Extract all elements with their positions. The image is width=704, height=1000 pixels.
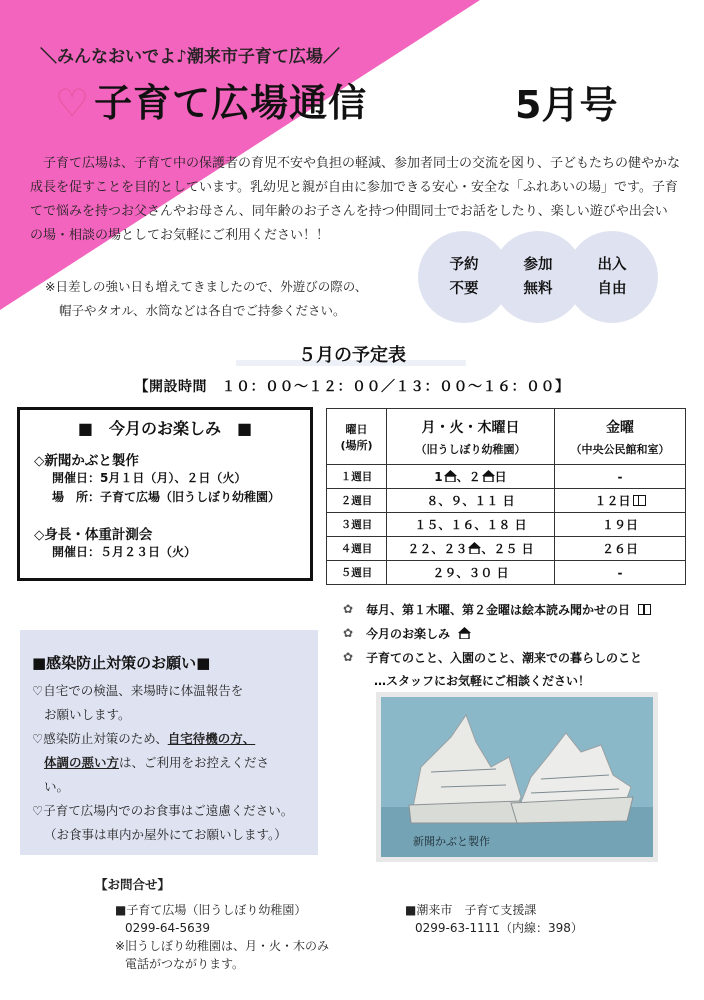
infection-panel-title: ■感染防止対策のお願い■ [32, 654, 211, 672]
monthly-events-box [17, 407, 313, 581]
intro-paragraph: 子育て広場は、子育て中の保護者の育児不安や負担の軽減、参加者同士の交流を図り、子どもたちの健やかな成長を促すことを目的としています。乳幼児と親が自由に参加できる安心・安全な「ふれあいの場」です。子育てで悩みを持つお父さんやお母さん、同年齢のお子さんを持つ仲間同士でお話をしたり、楽しい遊びや出会いの場・相談の場としてお気軽にご利用ください！！ [30, 156, 681, 243]
table-row [327, 513, 686, 537]
contact-note: 電話がつながります。 [125, 957, 245, 971]
header-subtitle: ＼みんなおいでよ♪潮来市子育て広場／ [40, 47, 340, 67]
contact-section [95, 875, 695, 971]
week-cell: ３週目 [327, 513, 387, 537]
schedule-table [326, 408, 686, 585]
legend-item: ✿ 今月のお楽しみ [340, 621, 690, 645]
badge-free-entry [566, 231, 658, 323]
table-row [327, 561, 686, 585]
page-title [55, 72, 367, 127]
event-name: ◇身長・体重計測会 [34, 527, 153, 543]
badge-line: 予約 [449, 257, 479, 273]
header-cell-friday: 金曜 （中央公民館和室） [555, 409, 686, 465]
contact-phone: 0299-63-1111（内線：398） [415, 921, 583, 935]
legend-item: ✿ 毎月、第１木曜、第２金曜は絵本読み聞かせの日 [340, 597, 690, 621]
table-row [327, 489, 686, 513]
mon-thu-cell: ８、９、１１ 日 [387, 489, 555, 513]
infection-prevention-panel [20, 630, 318, 855]
infection-line: ♡子育て広場内でのお食事はご遠慮ください。 [32, 803, 294, 818]
event-detail: 開催日：5月１日（月）、２日（火） [52, 471, 247, 485]
infection-line: ♡自宅での検温、来場時に体温報告を [32, 683, 244, 698]
flower-icon: ✿ [342, 602, 354, 616]
week-cell: ２週目 [327, 489, 387, 513]
legend-item-continued: …スタッフにお気軽にご相談ください！ [374, 673, 591, 688]
infection-line: い。 [44, 779, 70, 794]
sun-note [45, 275, 385, 323]
badge-line: 不要 [449, 281, 479, 297]
badge-line: 自由 [597, 281, 627, 297]
contact-city-office [405, 901, 583, 937]
book-icon [633, 495, 646, 506]
schedule-title: ５月の予定表 [298, 345, 406, 366]
sun-note-line: 帽子やタオル、水筒などは各自でご持参ください。 [59, 303, 346, 318]
contact-name: ■潮来市 子育て支援課 [405, 903, 537, 917]
infection-line: ♡感染防止対策のため、自宅待機の方、 [32, 731, 256, 746]
table-header-row [327, 409, 686, 465]
house-icon [482, 470, 495, 482]
friday-cell: - [555, 561, 686, 585]
infection-line: 体調の悪い方は、ご利用をお控えくださ [44, 755, 270, 770]
week-cell: １週目 [327, 465, 387, 489]
mon-thu-cell: ２９、３０ 日 [387, 561, 555, 585]
badge-line: 無料 [523, 281, 553, 297]
mon-thu-cell: ２２、２３ 、２５ 日 [387, 537, 555, 561]
friday-cell: １２日 [555, 489, 686, 513]
header-cell-mon-thu: 月・火・木曜日 （旧うしぼり幼稚園） [387, 409, 555, 465]
contact-phone: 0299-64-5639 [125, 921, 211, 935]
heart-icon: ♡ [55, 81, 91, 125]
monthly-events-title: ■ 今月のお楽しみ ■ [77, 419, 253, 438]
legend-item: ✿ 子育てのこと、入園のこと、潮来での暮らしのこと [340, 645, 690, 669]
book-icon [638, 604, 651, 615]
contact-name: ■子育て広場（旧うしぼり幼稚園） [115, 903, 307, 917]
issue-label: 5月号 [515, 83, 618, 127]
week-cell: ４週目 [327, 537, 387, 561]
infection-line: （お食事は車内か屋外にてお願いします。） [44, 827, 287, 842]
contact-heading: 【お問合せ】 [95, 877, 171, 892]
title-text: 子育て広場通信 [94, 81, 368, 125]
badge-line: 出入 [597, 257, 627, 273]
friday-cell: - [555, 465, 686, 489]
event-detail: 開催日：５月２３日（火） [52, 545, 197, 559]
week-cell: ５週目 [327, 561, 387, 585]
event-name: ◇新聞かぶと製作 [34, 453, 139, 469]
opening-hours: 【開設時間 １０：００～１２：００／１３：００～１６：００】 [134, 379, 570, 395]
flower-icon: ✿ [342, 650, 354, 664]
contact-note: ※旧うしぼり幼稚園は、月・火・木のみ [115, 939, 330, 953]
mon-thu-cell: １５、１６、１８ 日 [387, 513, 555, 537]
house-icon [444, 470, 457, 482]
header-cell-weekday: 曜日 (場所) [327, 409, 387, 465]
house-icon [458, 627, 471, 639]
event-detail: 場 所：子育て広場（旧うしぼり幼稚園） [52, 490, 281, 504]
kabuto-photo [376, 692, 658, 862]
friday-cell: １９日 [555, 513, 686, 537]
friday-cell: ２６日 [555, 537, 686, 561]
mon-thu-cell: 1 、２ 日 [387, 465, 555, 489]
flower-icon: ✿ [342, 626, 354, 640]
infection-line: お願いします。 [44, 707, 131, 722]
photo-caption: 新聞かぶと製作 [413, 835, 490, 848]
table-row [327, 537, 686, 561]
table-row [327, 465, 686, 489]
house-icon [468, 542, 481, 554]
schedule-legend [340, 597, 690, 691]
sun-note-line: ※日差しの強い日も増えてきましたので、外遊びの際の、 [45, 279, 368, 294]
badge-line: 参加 [523, 257, 553, 273]
contact-hiroba [115, 901, 329, 973]
